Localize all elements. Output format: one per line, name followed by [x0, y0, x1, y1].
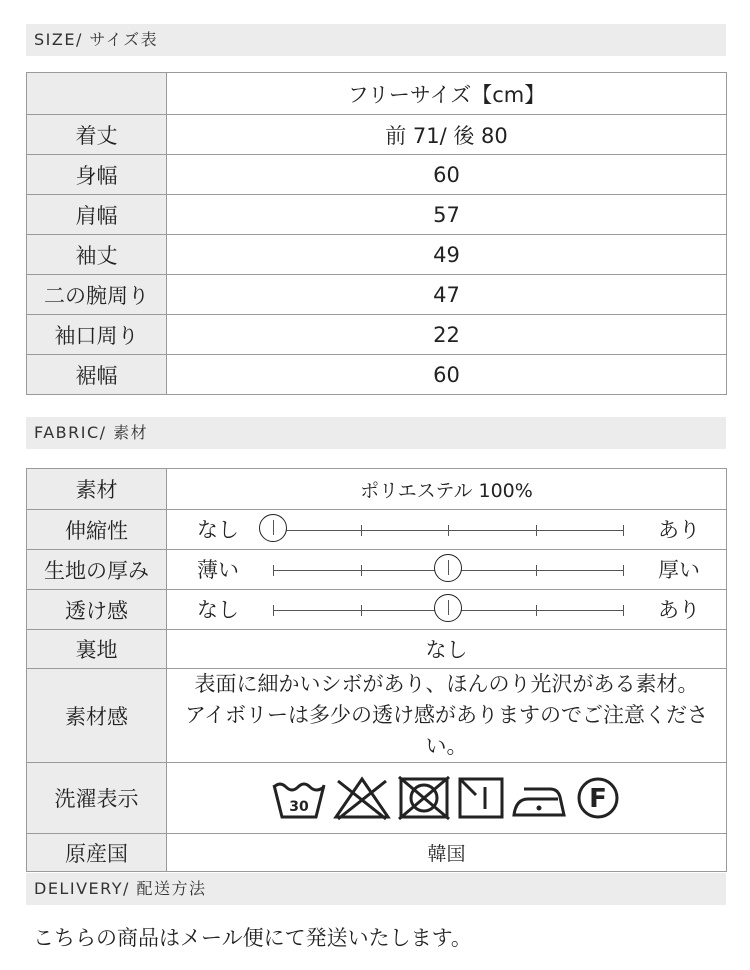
delivery-section-heading: DELIVERY/ 配送方法 — [26, 873, 726, 905]
size-row-label: 肩幅 — [27, 195, 167, 235]
size-row-value: 49 — [167, 235, 727, 275]
fabric-row-texture — [27, 669, 727, 763]
sheerness-label: 透け感 — [27, 590, 167, 630]
size-row-value: 60 — [167, 355, 727, 395]
size-row-label: 裾幅 — [27, 355, 167, 395]
dry-clean-f-icon — [572, 775, 624, 821]
fabric-row-origin — [27, 834, 727, 872]
size-row — [27, 155, 727, 195]
size-row-label: 袖丈 — [27, 235, 167, 275]
material-label: 素材 — [27, 469, 167, 510]
iron-low-icon — [510, 775, 568, 821]
fabric-row-thickness — [27, 550, 727, 590]
texture-line-2: アイボリーは多少の透け感がありますのでご注意ください。 — [184, 703, 709, 758]
stretch-marker — [259, 514, 287, 542]
size-section-heading: SIZE/ サイズ表 — [26, 24, 726, 56]
size-row-label: 着丈 — [27, 115, 167, 155]
fabric-row-stretch — [27, 510, 727, 550]
scale-tick — [273, 565, 274, 576]
stretch-left-label: なし — [197, 517, 239, 542]
size-header-empty — [27, 73, 167, 115]
drip-dry-shade-icon — [456, 775, 506, 821]
material-value: ポリエステル 100% — [167, 469, 727, 510]
scale-tick — [361, 605, 362, 616]
size-row-label: 袖口周り — [27, 315, 167, 355]
size-row-value: 22 — [167, 315, 727, 355]
size-row — [27, 235, 727, 275]
stretch-label: 伸縮性 — [27, 510, 167, 550]
size-table — [26, 72, 727, 395]
thickness-scale — [167, 551, 726, 589]
texture-label: 素材感 — [27, 669, 167, 763]
scale-tick — [623, 605, 624, 616]
dry-clean-letter: F — [588, 784, 607, 814]
delivery-text: こちらの商品はメール便にて発送いたします。 — [33, 926, 472, 950]
size-row-value: 60 — [167, 155, 727, 195]
scale-tick — [448, 525, 449, 536]
wash-30-icon — [270, 775, 328, 821]
thickness-marker — [434, 554, 462, 582]
scale-tick — [273, 605, 274, 616]
scale-tick — [623, 565, 624, 576]
size-row — [27, 115, 727, 155]
lining-value: なし — [167, 630, 727, 669]
stretch-scale — [167, 511, 726, 549]
size-header-value: フリーサイズ【cm】 — [167, 73, 727, 115]
fabric-row-sheerness — [27, 590, 727, 630]
origin-value: 韓国 — [167, 834, 727, 872]
size-row-value: 47 — [167, 275, 727, 315]
thickness-left-label: 薄い — [197, 557, 239, 582]
size-row — [27, 315, 727, 355]
fabric-row-material — [27, 469, 727, 510]
sheerness-marker — [434, 594, 462, 622]
size-row-label: 身幅 — [27, 155, 167, 195]
size-row — [27, 355, 727, 395]
wash-temp-label: 30 — [288, 799, 309, 815]
sheerness-right-label: あり — [658, 597, 700, 622]
size-row-value: 57 — [167, 195, 727, 235]
no-tumble-dry-icon — [396, 775, 452, 821]
size-row-value: 前 71/ 後 80 — [167, 115, 727, 155]
size-row-label: 二の腕周り — [27, 275, 167, 315]
size-header-row — [27, 73, 727, 115]
scale-tick — [361, 525, 362, 536]
scale-tick — [536, 565, 537, 576]
size-row — [27, 195, 727, 235]
scale-tick — [536, 525, 537, 536]
care-label: 洗濯表示 — [27, 763, 167, 834]
stretch-right-label: あり — [658, 517, 700, 542]
fabric-row-lining — [27, 630, 727, 669]
lining-label: 裏地 — [27, 630, 167, 669]
thickness-right-label: 厚い — [658, 557, 700, 582]
fabric-section-heading: FABRIC/ 素材 — [26, 417, 726, 449]
texture-line-1: 表面に細かいシボがあり、ほんのり光沢がある素材。 — [194, 672, 699, 696]
thickness-label: 生地の厚み — [27, 550, 167, 590]
size-row — [27, 275, 727, 315]
no-bleach-icon — [332, 775, 392, 821]
scale-tick — [536, 605, 537, 616]
fabric-row-care — [27, 763, 727, 834]
fabric-table — [26, 468, 727, 872]
care-icons — [167, 763, 726, 833]
scale-tick — [361, 565, 362, 576]
origin-label: 原産国 — [27, 834, 167, 872]
sheerness-left-label: なし — [197, 597, 239, 622]
scale-tick — [623, 525, 624, 536]
sheerness-scale — [167, 591, 726, 629]
